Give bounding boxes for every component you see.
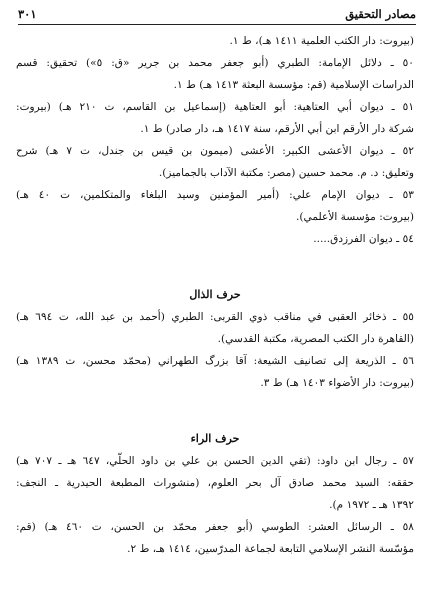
entry-line: ١٣٩٢ هـ ـ ١٩٧٢ م). <box>329 499 414 511</box>
entry-line: ٥٥ ـ ذخائر العقبى في مناقب ذوي القربى: الطبري (أحمد بن عبد الله، ت ٦٩٤ هـ) <box>16 311 414 323</box>
entry-line: ٥٦ ـ الذريعة إلى تصانيف الشيعة: آقا بزرگ الطهراني (محمّد محسن، ت ١٣٨٩ هـ) <box>16 355 414 367</box>
entry-line: ٥٨ ـ الرسائل العشر: الطوسي (أبو جعفر محمّد بن الحسن، ت ٤٦٠ هـ) (قم: <box>16 521 414 533</box>
entry-line: ٥٣ ـ ديوان الإمام علي: (أمير المؤمنين وسيد البلغاء والمتكلمين، ت ٤٠ هـ) <box>16 189 414 201</box>
entry-line: (بيروت: مؤسسة الأعلمي). <box>296 211 414 223</box>
entry-line: (بيروت: دار الأضواء ١٤٠٣ هـ) ط ٣. <box>260 377 414 389</box>
entry-line: مؤسّسة النشر الإسلامي التابعة لجماعة المدرّسين، ١٤١٤ هـ، ط ٢. <box>127 543 414 555</box>
entry-line: ٥٠ ـ دلائل الإمامة: الطبري (أبو جعفر محمد بن جرير «ق: ٥») تحقيق: قسم <box>16 57 414 69</box>
entry-line: حققه: السيد محمد صادق آل بحر العلوم، (منشورات المطبعة الحيدرية ـ النجف: <box>16 477 414 489</box>
entry-line: ٥٢ ـ ديوان الأعشى الكبير: الأعشى (ميمون بن قيس بن جندل، ت ٧ هـ) شرح <box>16 145 414 157</box>
entry-line: الدراسات الإسلامية (قم: مؤسسة البعثة ١٤١٣ هـ) ط ١. <box>173 79 414 91</box>
entry-line: (بيروت: دار الكتب العلمية ١٤١١ هـ)، ط ١. <box>229 35 414 47</box>
page-header <box>18 4 416 25</box>
bibliography-body <box>16 30 414 560</box>
section-heading-ra: حرف الراء <box>190 432 240 445</box>
section-heading-dhal: حرف الذال <box>189 288 241 301</box>
running-title: مصادر التحقيق <box>345 7 416 21</box>
entry-line: شركة دار الأرقم ابن أبي الأرقم، سنة ١٤١٧ هـ، دار صادر) ط ١. <box>140 123 414 135</box>
entry-line: ٥١ ـ ديوان أبي العتاهية: أبو العتاهية (إسماعيل بن القاسم، ت ٢١٠ هـ) (بيروت: <box>16 101 414 113</box>
entry-line: وتعليق: د. م. محمد حسين (مصر: مكتبة الآداب بالجماميز). <box>158 167 414 179</box>
entry-line: ٥٧ ـ رجال ابن داود: (تقي الدين الحسن بن علي بن داود الحلّي، ٦٤٧ هـ ـ ٧٠٧ هـ) <box>16 455 414 467</box>
entry-line: (القاهرة دار الكتب المصرية، مكتبة القدسي). <box>217 333 414 345</box>
page-number: ٣٠١ <box>18 7 37 21</box>
entry-line: ٥٤ ـ ديوان الفرزدق..... <box>313 233 414 245</box>
